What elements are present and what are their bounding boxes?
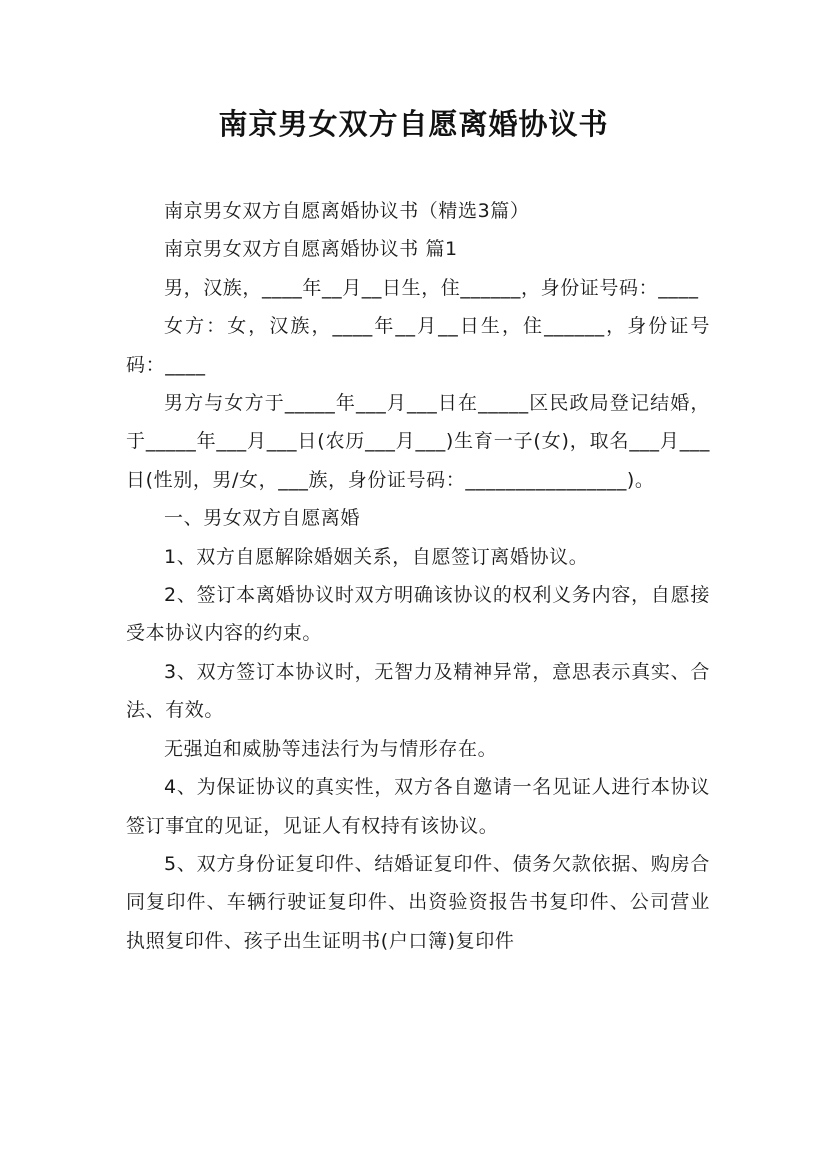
document-title: 南京男女双方自愿离婚协议书 — [218, 107, 609, 141]
paragraph-subtitle: 南京男女双方自愿离婚协议书（精选3篇） — [164, 200, 530, 222]
paragraph-clause-3: 3、双方签订本协议时，无智力及精神异常，意思表示真实、合法、有效。 — [126, 660, 710, 722]
paragraph-clause-5: 5、双方身份证复印件、结婚证复印件、债务欠款依据、购房合同复印件、车辆行驶证复印件、出资验资报告书复印件、公司营业执照复印件、孩子出生证明书(户口簿)复印件 — [126, 852, 710, 952]
paragraph-clause-3-note: 无强迫和威胁等违法行为与情形存在。 — [164, 737, 498, 760]
document-body — [126, 192, 710, 960]
paragraph-clause-heading: 一、男女双方自愿离婚 — [164, 507, 361, 530]
paragraph-marriage-info: 男方与女方于_____年___月___日在_____区民政局登记结婚，于_____年___月___日(农历___月___)生育一子(女)，取名___月___日(性别，男/女，___族，身份证号码：________________)。 — [126, 392, 710, 491]
paragraph-male-party: 男，汉族，____年__月__日生，住______，身份证号码：____ — [164, 276, 699, 299]
paragraph-section-heading: 南京男女双方自愿离婚协议书 篇1 — [164, 238, 458, 261]
paragraph-clause-1: 1、双方自愿解除婚姻关系，自愿签订离婚协议。 — [164, 545, 589, 568]
paragraph-clause-4: 4、为保证协议的真实性，双方各自邀请一名见证人进行本协议签订事宜的见证，见证人有权持有该协议。 — [126, 776, 710, 837]
paragraph-clause-2: 2、签订本离婚协议时双方明确该协议的权利义务内容，自愿接受本协议内容的约束。 — [126, 584, 710, 645]
paragraph-female-party: 女方：女，汉族，____年__月__日生，住______，身份证号码：____ — [126, 315, 710, 376]
